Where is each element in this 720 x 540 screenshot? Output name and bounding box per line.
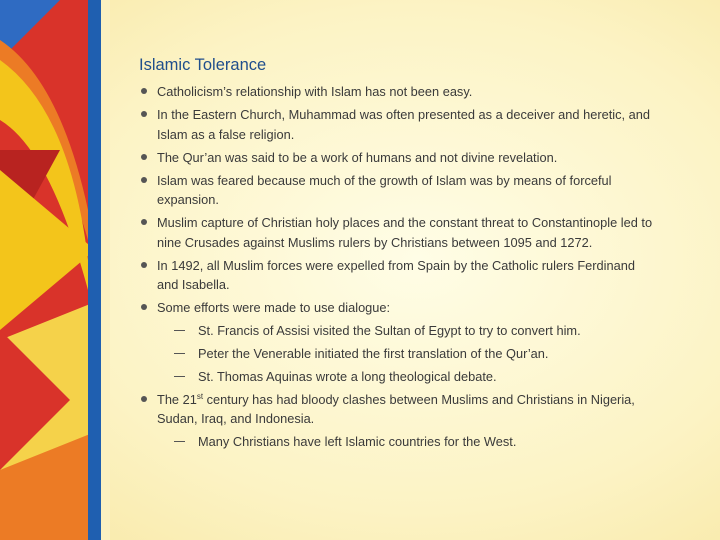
bullet-item — [139, 390, 657, 452]
bullet-text: Some efforts were made to use dialogue: — [157, 300, 391, 315]
sub-bullet-list — [157, 321, 657, 387]
decorative-sidebar-art — [0, 0, 110, 540]
sub-bullet-list — [157, 432, 657, 452]
bullet-item — [139, 171, 657, 210]
bullet-list — [139, 82, 657, 455]
sub-bullet-item: Many Christians have left Islamic countries for the West. — [157, 432, 657, 452]
bullet-text: In 1492, all Muslim forces were expelled from Spain by the Catholic rulers Ferdinand and Isabella. — [157, 257, 635, 292]
bullet-item — [139, 105, 657, 144]
bullet-item — [139, 148, 657, 168]
bullet-text-prefix: The 21 — [157, 391, 197, 407]
bullet-text: The Qur’an was said to be a work of humans and not divine revelation. — [157, 149, 558, 165]
sub-bullet-item: Peter the Venerable initiated the first translation of the Qur’an. — [157, 344, 657, 364]
sub-bullet-item: St. Francis of Assisi visited the Sultan of Egypt to try to convert him. — [157, 321, 657, 341]
bullet-text: Islam was feared because much of the growth of Islam was by means of forceful expansion. — [157, 172, 612, 207]
bullet-item — [139, 256, 657, 295]
bullet-item — [139, 298, 657, 386]
bullet-item — [139, 82, 657, 102]
slide-title: Islamic Tolerance — [139, 56, 267, 74]
bullet-text: In the Eastern Church, Muhammad was often presented as a deceiver and heretic, and Islam as a false religion. — [157, 107, 650, 142]
ordinal-suffix: st — [196, 391, 204, 401]
sub-bullet-item: St. Thomas Aquinas wrote a long theological debate. — [157, 367, 657, 387]
bullet-text: Catholicism’s relationship with Islam has not been easy. — [157, 84, 473, 99]
bullet-text: Muslim capture of Christian holy places and the constant threat to Constantinople led to nine Crusades against Muslims rulers by Christians between 1095 and 1272. — [157, 215, 653, 250]
bullet-text-suffix: century has had bloody clashes between Muslims and Christians in Nigeria, Sudan, Iraq, and Indonesia. — [157, 391, 635, 426]
bullet-item — [139, 213, 657, 252]
